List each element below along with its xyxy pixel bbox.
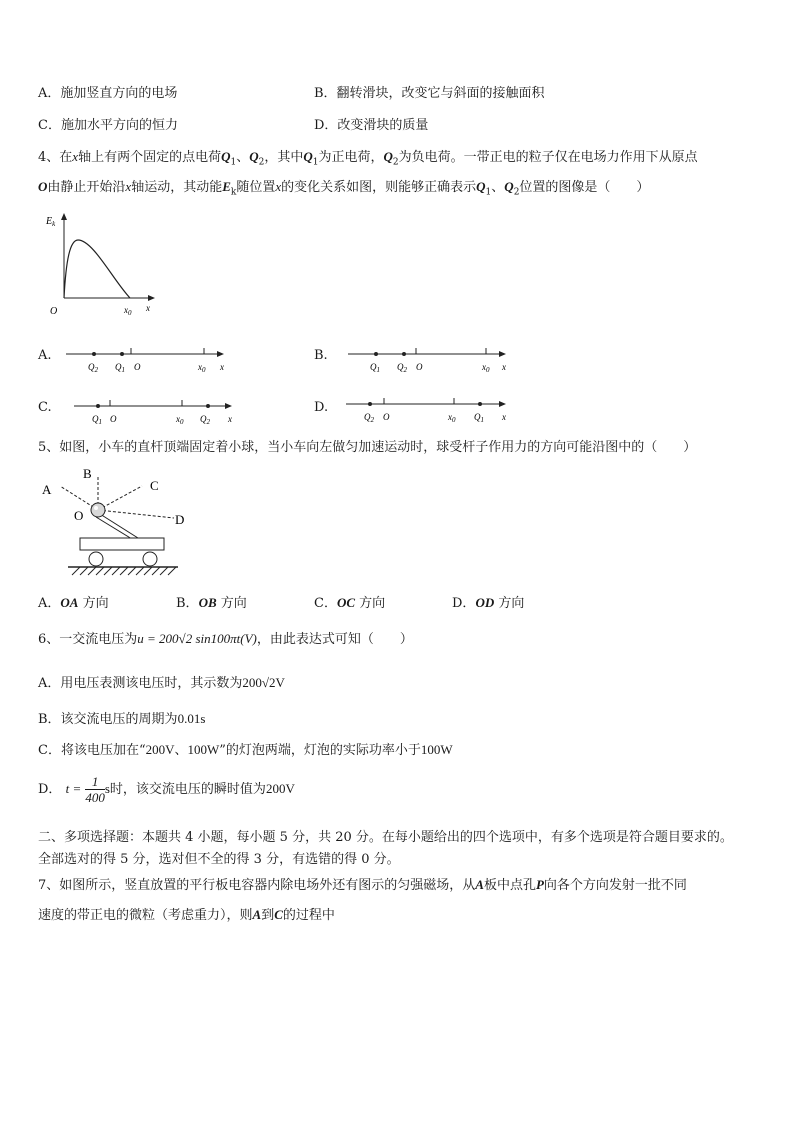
- mark-q2: $Q_2$: [364, 412, 374, 424]
- mark-x: x: [220, 362, 224, 372]
- q4-stem-line2: O由静止开始沿x轴运动，其动能$E_k$随位置x的变化关系如图，则能够正确表示$Q_1$、$Q_2$位置的图像是（ ）: [38, 179, 650, 198]
- q3-option-c: C．施加水平方向的恒力: [38, 118, 178, 133]
- mark-q1: $Q_1$: [115, 362, 125, 374]
- q3-option-d: D．改变滑块的质量: [314, 118, 429, 133]
- graph-y-label: $E_k$: [46, 216, 56, 228]
- label-a: A: [42, 482, 52, 497]
- section2-line1: 二、多项选择题：本题共 4 小题，每小题 5 分，共 20 分。在每小题给出的四个选项中，有多个选项是符合题目要求的。: [38, 830, 733, 845]
- q7-stem-line1: 7、如图所示，竖直放置的平行板电容器内除电场外还有图示的匀强磁场，从A板中点孔P向各个方向发射一批不同: [38, 877, 687, 893]
- q6-option-c: C．将该电压加在“200V、100W”的灯泡两端，灯泡的实际功率小于100W: [38, 742, 453, 758]
- mark-x0: $x_0$: [482, 362, 490, 374]
- q4-option-b-numberline: [344, 346, 514, 374]
- q4-option-b-label: B.: [314, 348, 328, 363]
- graph-origin-label: O: [50, 306, 58, 317]
- q4-option-d-label: D.: [314, 400, 329, 415]
- label-c: C: [150, 478, 159, 493]
- mark-origin: O: [134, 362, 141, 372]
- mark-q2: $Q_2$: [200, 414, 210, 426]
- label-o: O: [74, 508, 84, 523]
- section2-line2: 全部选对的得 5 分，选对但不全的得 3 分，有选错的得 0 分。: [38, 852, 400, 867]
- label-d: D: [175, 512, 185, 527]
- q4-option-c-numberline: [70, 398, 240, 426]
- q5-cart-figure: [38, 462, 188, 580]
- q5-option-d: D．OD 方向: [452, 595, 525, 611]
- mark-x: x: [228, 414, 232, 424]
- mark-q1: $Q_1$: [370, 362, 380, 374]
- label-b: B: [83, 466, 92, 481]
- q5-option-c: C．OC 方向: [314, 595, 386, 611]
- mark-origin: O: [110, 414, 117, 424]
- q4-option-d-numberline: [342, 396, 514, 424]
- q4-ek-graph: [38, 210, 168, 320]
- q6-stem: 6、一交流电压为u = 200√2 sin100πt(V)，由此表达式可知（ ）: [38, 631, 413, 647]
- q7-stem-line2: 速度的带正电的微粒（考虑重力），则A到C的过程中: [38, 907, 335, 923]
- mark-q2: $Q_2$: [397, 362, 407, 374]
- mark-origin: O: [416, 362, 423, 372]
- mark-q2: $Q_2$: [88, 362, 98, 374]
- graph-x0-label: $x_0$: [124, 305, 132, 317]
- mark-x0: $x_0$: [448, 412, 456, 424]
- q3-option-b: B．翻转滑块，改变它与斜面的接触面积: [314, 86, 545, 101]
- fraction-1-400: $\frac{1}{400}$: [85, 774, 105, 805]
- q5-option-b: B．OB 方向: [176, 595, 247, 611]
- q5-stem: 5、如图，小车的直杆顶端固定着小球，当小车向左做匀加速运动时，球受杆子作用力的方向可能沿图中的（ ）: [38, 440, 697, 455]
- q4-option-c-label: C.: [38, 400, 52, 415]
- mark-x0: $x_0$: [198, 362, 206, 374]
- mark-x0: $x_0$: [176, 414, 184, 426]
- q4-option-a-numberline: [62, 346, 232, 374]
- graph-x-axis-label: x: [146, 303, 150, 313]
- q4-stem-line1: 4、在x轴上有两个固定的点电荷$Q_1$、$Q_2$，其中$Q_1$为正电荷，$Q_2$为负电荷。一带正电的粒子仅在电场力作用下从原点: [38, 149, 698, 168]
- q5-option-a: A．OA 方向: [38, 595, 109, 611]
- mark-q1: $Q_1$: [474, 412, 484, 424]
- q6-option-d: D． t = $\frac{1}{400}$ s时，该交流电压的瞬时值为200V: [38, 774, 295, 805]
- mark-x: x: [502, 362, 506, 372]
- q4-option-a-label: A.: [38, 348, 52, 363]
- mark-q1: $Q_1$: [92, 414, 102, 426]
- q3-option-a: A．施加竖直方向的电场: [38, 86, 178, 101]
- mark-x: x: [502, 412, 506, 422]
- mark-origin: O: [383, 412, 390, 422]
- q6-option-b: B．该交流电压的周期为0.01s: [38, 711, 206, 727]
- q6-option-a: A．用电压表测该电压时，其示数为200√2V: [38, 675, 285, 691]
